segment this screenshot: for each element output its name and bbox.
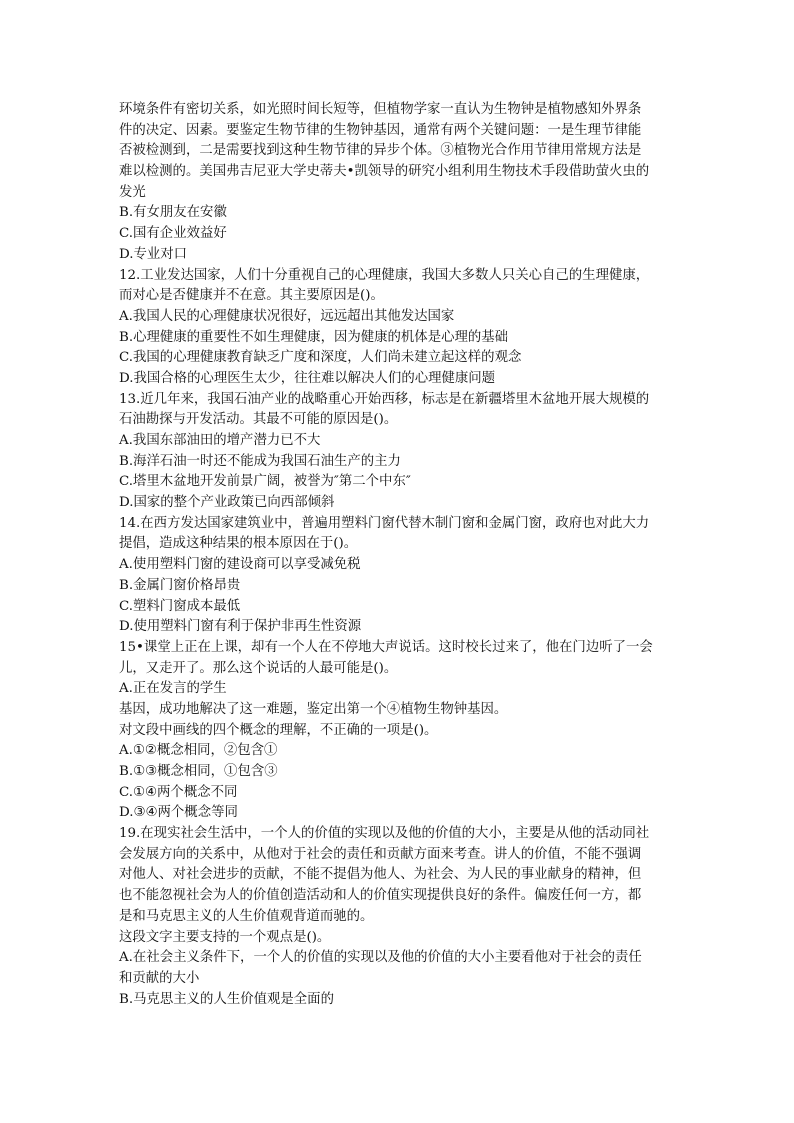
option-line: D.我国合格的心理医生太少，往往难以解决人们的心理健康问题 [119, 370, 496, 386]
question-line: 提倡，造成这种结果的根本原因在于()。 [119, 536, 358, 552]
question-line: 19.在现实社会生活中，一个人的价值的实现以及他的价值的大小，主要是从他的活动同社 [119, 826, 650, 842]
question-line: 是和马克思主义的人生价值观背道而驰的。 [119, 908, 374, 924]
text-line: 件的决定、因素。要鉴定生物节律的生物钟基因，通常有两个关键问题：一是生理节律能 [119, 122, 642, 138]
option-line: A.①②概念相同，②包含① [119, 743, 278, 759]
option-line: A.在社会主义条件下，一个人的价值的实现以及他的价值的大小主要看他对于社会的责任 [119, 950, 642, 966]
question-line: 15•课堂上正在上课，却有一个人在不停地大声说话。这时校长过来了，他在门边听了一会 [119, 639, 653, 655]
question-line: 14.在西方发达国家建筑业中，普遍用塑料门窗代替木制门窗和金属门窗，政府也对此大力 [119, 515, 650, 531]
question-line: 也不能忽视社会为人的价值创造活动和人的价值实现提供良好的条件。偏废任何一方，都 [119, 888, 642, 904]
text-line: 发光 [119, 184, 146, 200]
question-line: 石油勘探与开发活动。其最不可能的原因是()。 [119, 412, 398, 428]
option-line: C.塑料门窗成本最低 [119, 598, 241, 614]
option-line: C.国有企业效益好 [119, 226, 227, 242]
option-line: C.我国的心理健康教育缺乏广度和深度，人们尚未建立起这样的观念 [119, 350, 522, 366]
text-line: 基因，成功地解决了这一难题，鉴定出第一个④植物生物钟基因。 [119, 701, 508, 717]
question-line: 12.工业发达国家，人们十分重视自己的心理健康，我国大多数人只关心自己的生理健康， [119, 267, 650, 283]
text-line: 否被检测到，二是需要找到这种生物节律的异步个体。③植物光合作用节律用常规方法是 [119, 143, 642, 159]
document-page [119, 100, 679, 1010]
option-line: B.有女朋友在安徽 [119, 205, 227, 221]
option-line: C.①④两个概念不同 [119, 784, 238, 800]
question-line: 儿，又走开了。那么这个说话的人最可能是()。 [119, 660, 398, 676]
option-line: C.塔里木盆地开发前景广阔，被誉为″第二个中东″ [119, 474, 411, 490]
option-line: B.心理健康的重要性不如生理健康，因为健康的机体是心理的基础 [119, 329, 509, 345]
option-line: B.①③概念相同，①包含③ [119, 764, 278, 779]
option-line: B.金属门窗价格昂贵 [119, 577, 241, 593]
question-line: 会发展方向的关系中，从他对于社会的责任和贡献方面来考查。讲人的价值，不能不强调 [119, 846, 642, 862]
question-line: 对他人、对社会进步的贡献，不能不提倡为他人、为社会、为人民的事业献身的精神，但 [119, 867, 642, 883]
option-line: A.正在发言的学生 [119, 681, 227, 697]
text-line: 环境条件有密切关系，如光照时间长短等，但植物学家一直认为生物钟是植物感知外界条 [119, 102, 642, 117]
option-line: D.国家的整个产业政策已向西部倾斜 [119, 495, 335, 511]
question-line: 而对心是否健康并不在意。其主要原因是()。 [119, 288, 384, 304]
question-line: 13.近几年来，我国石油产业的战略重心开始西移，标志是在新疆塔里木盆地开展大规模的 [119, 391, 650, 407]
option-line: 和贡献的大小 [119, 970, 200, 986]
option-line: B.马克思主义的人生价值观是全面的 [119, 991, 334, 1007]
option-line: D.使用塑料门窗有利于保护非再生性资源 [119, 619, 362, 635]
question-line: 这段文字主要支持的一个观点是()。 [119, 929, 331, 945]
option-line: A.使用塑料门窗的建设商可以享受减免税 [119, 557, 361, 573]
text-line: 难以检测的。美国弗吉尼亚大学史蒂夫•凯领导的研究小组利用生物技术手段借助萤火虫的 [119, 164, 650, 180]
option-line: A.我国人民的心理健康状况很好，远远超出其他发达国家 [119, 308, 455, 324]
option-line: A.我国东部油田的增产潜力已不大 [119, 433, 321, 448]
option-line: D.③④两个概念等同 [119, 805, 238, 821]
option-line: B.海洋石油一时还不能成为我国石油生产的主力 [119, 453, 401, 469]
option-line: D.专业对口 [119, 246, 188, 262]
question-line: 对文段中画线的四个概念的理解，不正确的一项是()。 [119, 722, 438, 738]
